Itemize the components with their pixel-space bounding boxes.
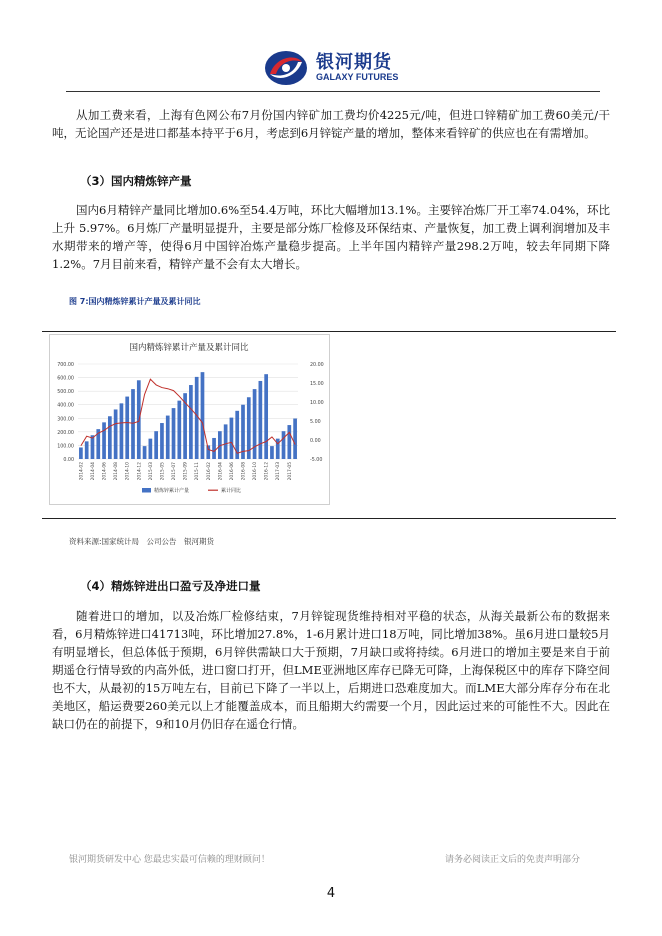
bar [230,418,234,459]
zinc-production-chart [50,335,329,504]
x-tick-label: 2015-11 [195,462,201,481]
y-left-tick-label: 600.00 [57,376,74,382]
legend-label: 累计同比 [221,488,242,494]
bar [177,401,181,459]
section4-paragraph: 随着进口的增加，以及冶炼厂检修结束，7月锌锭现货维持相对平稳的状态，从海关最新公布的数据来看，6月精炼锌进口41713吨，环比增加27.8%，1-6月累计进口18万吨，同比增加38%。虽6月进口量较5月有明显增长，但总体低于预期，6月锌供需缺口大于预期，7月缺口或将持续。6月进口的增加主要是来自于前期遥仓行情导致的内高外低，进口窗口打开，但LME亚洲地区库存已降无可降，上海保税区中的库存下降空间也不大，从最初的15万吨左右，目前已下降了一半以上，后期进口恐难度加大。而LME大部分库存分布在北美地区，船运费要260美元以上才能覆盖成本，而且船期大约需要一个月，因此运过来的可能性不大。因此在缺口仍在的前提下，9和10月仍旧存在遥仓行情。 [52,609,610,731]
bar [212,438,216,459]
legend-bar-swatch [142,488,151,493]
section4-heading: （4）精炼锌进出口盈亏及净进口量 [80,579,261,593]
chart-title: 国内精炼锌累计产量及累计同比 [129,343,249,353]
section3-paragraph: 国内6月精锌产量同比增加0.6%至54.4万吨，环比大幅增加13.1%。主要锌冶炼厂开工率74.04%，环比上升 5.97%。6月炼厂产量明显提升，主要是部分炼厂检修及环保结束、产量恢复，加工费上调利润增加及丰水期带来的增产等，使得6月中国锌冶炼产量稳步提高。上半年国内精锌产量298.2万吨，较去年同期下降1.2%。7月目前来看，精锌产量不会有太大增长。 [52,203,610,271]
intro-paragraph-block [52,106,610,142]
y-right-tick-label: 5.00 [310,420,321,425]
bar [120,403,124,459]
x-tick-label: 2015-07 [172,462,178,481]
bar [172,408,176,459]
bar [264,374,268,459]
bar [293,419,297,459]
bar [189,385,193,459]
bar [287,425,291,459]
y-left-tick-label: 100.00 [57,444,74,450]
x-tick-label: 2014-02 [79,462,85,481]
x-tick-label: 2014-08 [114,462,120,481]
x-tick-label: 2014-12 [137,462,143,481]
bar [131,389,135,459]
y-left-tick-label: 700.00 [57,363,74,368]
bar [160,423,164,459]
bar [79,447,83,459]
x-tick-label: 2015-09 [183,462,189,481]
x-tick-label: 2014-10 [125,462,131,481]
figure-source: 资料来源:国家统计局 公司公告 银河期货 [69,537,215,546]
bar [154,431,158,459]
bar [201,372,205,459]
bar [91,435,95,459]
section4-paragraph-block [52,607,610,733]
logo-english-name: GALAXY FUTURES [316,72,399,82]
x-tick-label: 2016-02 [206,462,212,481]
x-tick-label: 2016-04 [218,462,224,481]
bar [114,409,118,459]
x-tick-label: 2016-06 [229,462,235,481]
y-left-tick-label: 0.00 [63,458,74,463]
y-right-tick-label: 15.00 [310,382,324,387]
bar [195,377,199,459]
figure-bottom-rule [42,518,616,519]
bar [149,439,153,459]
chart-container [49,334,330,505]
y-left-tick-label: 300.00 [57,417,74,423]
y-right-tick-label: 20.00 [310,363,324,368]
bar [259,381,263,459]
bar [85,441,89,459]
galaxy-swirl-icon [262,48,310,88]
footer-disclaimer-text: 请务必阅读正文后的免责声明部分 [445,855,581,865]
bar [282,431,286,459]
bar [166,416,170,459]
bar [270,446,274,459]
bar [253,389,257,459]
y-right-tick-label: 0.00 [310,439,321,444]
y-left-tick-label: 200.00 [57,430,74,436]
x-tick-label: 2016-08 [241,462,247,481]
company-logo [262,48,412,88]
x-tick-label: 2014-04 [90,462,96,481]
section3-paragraph-block [52,201,610,273]
bar [143,446,147,459]
y-right-tick-label: 10.00 [310,401,324,406]
header-divider [66,91,600,92]
section3-heading: （3）国内精炼锌产量 [80,174,192,188]
legend-label: 精炼锌累计产量 [154,488,190,494]
bar [108,416,112,459]
x-tick-label: 2016-12 [264,462,270,481]
y-left-tick-label: 400.00 [57,403,74,409]
figure-top-rule [42,331,616,332]
bar [224,424,228,459]
x-tick-label: 2014-06 [102,462,108,481]
x-tick-label: 2015-05 [160,462,166,481]
y-left-tick-label: 500.00 [57,390,74,396]
footer-left-text: 银河期货研发中心 您最忠实最可信赖的理财顾问！ [69,855,270,865]
y-right-tick-label: -5.00 [310,458,323,463]
bar [125,397,129,459]
x-tick-label: 2015-03 [148,462,154,481]
x-tick-label: 2017-03 [276,462,282,481]
x-tick-label: 2016-10 [253,462,259,481]
logo-chinese-name: 银河期货 [316,52,392,73]
series-line [81,379,295,453]
intro-paragraph: 从加工费来看，上海有色网公布7月份国内锌矿加工费均价4225元/吨，但进口锌精矿加工费60美元/干吨，无论国产还是进口都基本持平于6月，考虑到6月锌锭产量的增加，整体来看锌矿的供应也在有需增加。 [52,108,610,140]
figure-caption: 图 7:国内精炼锌累计产量及累计同比 [69,297,201,306]
page-number: 4 [326,886,336,901]
x-tick-label: 2017-05 [287,462,293,481]
bar [102,422,106,459]
